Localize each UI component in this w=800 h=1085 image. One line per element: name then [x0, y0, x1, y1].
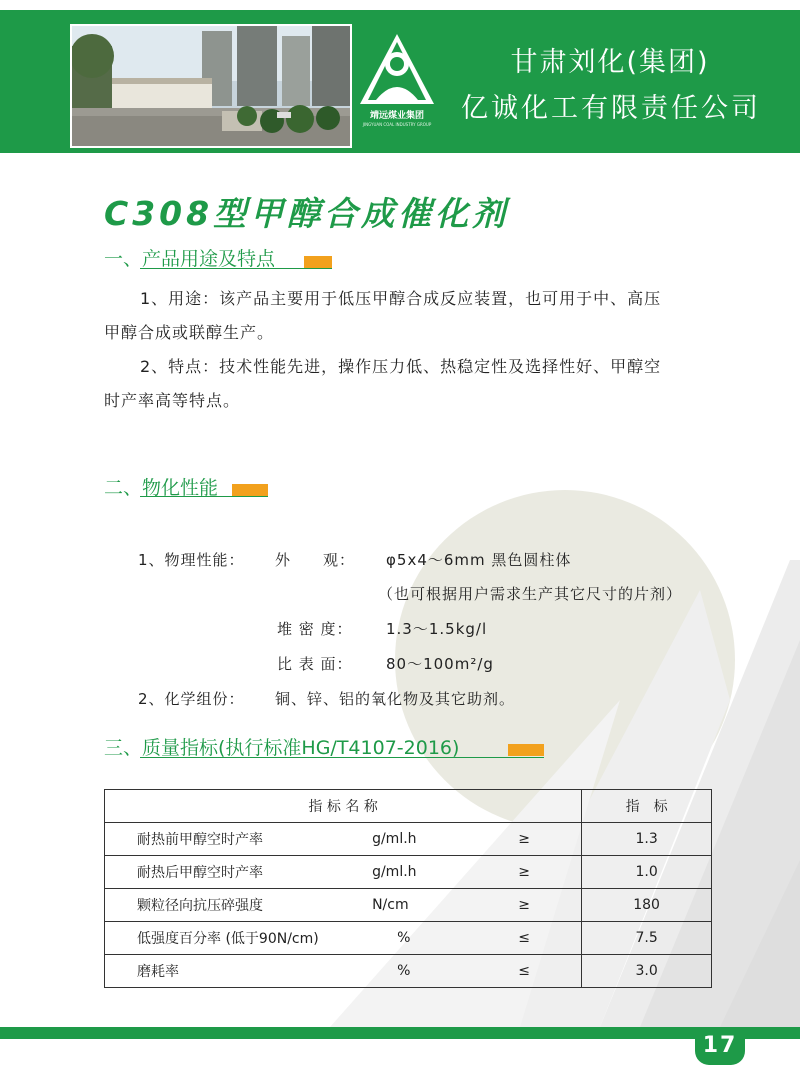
- row-name: 耐热后甲醇空时产率: [105, 856, 373, 889]
- appearance-value: φ5x4～6mm 黑色圆柱体: [386, 551, 572, 569]
- row-unit: %: [372, 922, 467, 955]
- row-unit: %: [372, 955, 467, 988]
- table-row: [105, 823, 712, 856]
- section1-heading: 一、产品用途及特点: [104, 248, 276, 270]
- appearance-note: （也可根据用户需求生产其它尺寸的片剂）: [378, 585, 683, 603]
- row-value: 7.5: [582, 922, 712, 955]
- row-unit: N/cm: [372, 889, 467, 922]
- section1-p2-line1: 2、特点：技术性能先进，操作压力低、热稳定性及选择性好、甲醇空: [140, 357, 662, 376]
- logo-text: 靖远煤业集团: [369, 111, 424, 121]
- table-row: [105, 856, 712, 889]
- chemical-value: 铜、锌、铝的氧化物及其它助剂。: [275, 690, 516, 708]
- row-unit: g/ml.h: [372, 823, 467, 856]
- appearance-label: 外 观：: [275, 551, 356, 569]
- document-title: C308型甲醇合成催化剂: [104, 194, 510, 233]
- row-operator: ≤: [467, 955, 582, 988]
- table-row: [105, 922, 712, 955]
- row-operator: ≤: [467, 922, 582, 955]
- logo-text-en: JINGYUAN COAL INDUSTRY GROUP: [362, 122, 432, 127]
- density-label: 堆 密 度：: [277, 620, 353, 638]
- row-operator: ≥: [467, 856, 582, 889]
- section1-accent-bar: [304, 256, 332, 268]
- row-value: 1.3: [582, 823, 712, 856]
- row-operator: ≥: [467, 823, 582, 856]
- footer-bar-right: [745, 1027, 800, 1039]
- section3-accent-bar: [508, 744, 544, 756]
- page-number: 17: [695, 1027, 745, 1065]
- surface-value: 80～100m²/g: [386, 655, 494, 673]
- header-indicator-name: 指 标 名 称: [105, 790, 582, 823]
- row-name: 颗粒径向抗压碎强度: [105, 889, 373, 922]
- quality-spec-table: [104, 789, 712, 988]
- row-name: 磨耗率: [105, 955, 373, 988]
- section1-p2-line2: 时产率高等特点。: [104, 391, 241, 410]
- table-row: [105, 955, 712, 988]
- header-indicator-value: 指 标: [582, 790, 712, 823]
- row-value: 1.0: [582, 856, 712, 889]
- density-value: 1.3～1.5kg/l: [386, 620, 488, 638]
- section3-heading: 三、质量指标(执行标准HG/T4107-2016): [104, 737, 460, 759]
- section1-p1-line1: 1、用途：该产品主要用于低压甲醇合成反应装置，也可用于中、高压: [140, 289, 662, 308]
- physical-props-label: 1、物理性能：: [138, 551, 245, 569]
- row-name: 低强度百分率 (低于90N/cm): [105, 922, 373, 955]
- table-row: [105, 889, 712, 922]
- company-name-line1: 甘肃刘化(集团): [510, 47, 710, 78]
- section1-p1-line2: 甲醇合成或联醇生产。: [104, 323, 275, 342]
- chemical-label: 2、化学组份：: [138, 690, 245, 708]
- row-value: 3.0: [582, 955, 712, 988]
- surface-label: 比 表 面：: [277, 655, 353, 673]
- row-value: 180: [582, 889, 712, 922]
- table-header-row: [105, 790, 712, 823]
- footer-bar: [0, 1027, 695, 1039]
- company-logo: [356, 30, 438, 134]
- row-operator: ≥: [467, 889, 582, 922]
- company-name-line2: 亿诚化工有限责任公司: [461, 93, 761, 124]
- section2-heading: 二、物化性能: [104, 477, 219, 499]
- factory-photo: [70, 24, 352, 148]
- section2-accent-bar: [232, 484, 268, 496]
- row-unit: g/ml.h: [372, 856, 467, 889]
- row-name: 耐热前甲醇空时产率: [105, 823, 373, 856]
